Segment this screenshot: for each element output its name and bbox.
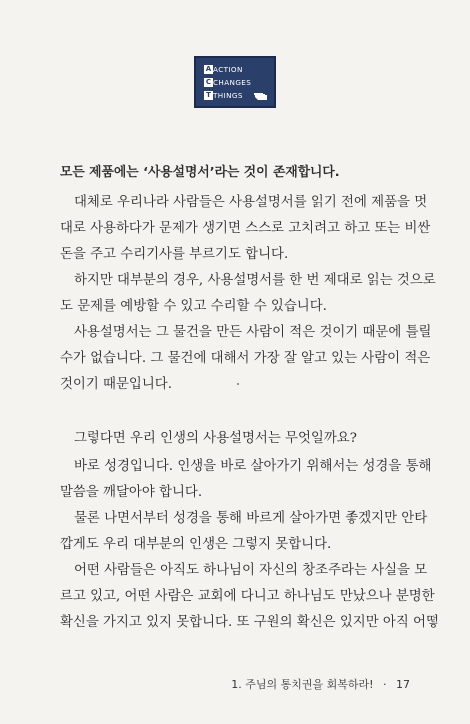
- logo-letter-a: A: [205, 65, 212, 73]
- paragraph-line: 말씀을 깨달아야 합니다.: [60, 485, 203, 500]
- paragraph-line: 것이기 때문입니다.: [60, 377, 172, 392]
- paragraph-line: 도 문제를 예방할 수 있고 수리할 수 있습니다.: [60, 299, 327, 314]
- paragraph-line: 물론 나면서부터 성경을 통해 바르게 살아가면 좋겠지만 안타: [74, 511, 428, 526]
- chapter-title: 1. 주님의 통치권을 회복하라!: [231, 678, 374, 691]
- logo-word-changes: CHANGES: [213, 78, 252, 87]
- paragraph-line: 확신을 가지고 있지 못합니다. 또 구원의 확신은 있지만 아직 어떻: [60, 615, 439, 630]
- logo-letter-c: C: [205, 78, 212, 86]
- action-changes-things-logo: [194, 56, 276, 108]
- paragraph-line: 깝게도 우리 대부분의 인생은 그렇지 못합니다.: [60, 537, 332, 552]
- logo-letter-t: T: [204, 91, 213, 100]
- logo-word-action: ACTION: [213, 65, 243, 74]
- ink-speck: [237, 383, 239, 385]
- page-number: 17: [396, 678, 410, 691]
- paragraph-line: 르고 있고, 어떤 사람은 교회에 다니고 하나님도 만났으나 분명한: [60, 589, 435, 604]
- paragraph-line: 수가 없습니다. 그 물건에 대해서 가장 잘 알고 있는 사람이 적은: [60, 351, 431, 366]
- page-footer: [0, 676, 410, 692]
- logo-row-action: [204, 65, 243, 74]
- footer-separator: ·: [383, 678, 387, 691]
- question-line: 그렇다면 우리 인생의 사용설명서는 무엇일까요?: [74, 431, 357, 446]
- paragraph-line: 사용설명서는 그 물건을 만든 사람이 적은 것이기 때문에 틀릴: [74, 325, 432, 340]
- paragraph-line: 돈을 주고 수리기사를 부르기도 합니다.: [60, 247, 289, 262]
- paragraph-line: 하지만 대부분의 경우, 사용설명서를 한 번 제대로 읽는 것으로: [74, 273, 436, 288]
- paragraph-line: 대로 사용하다가 문제가 생기면 스스로 고치려고 하고 또는 비싼: [60, 221, 431, 236]
- paragraph-line: 대체로 우리나라 사람들은 사용설명서를 읽기 전에 제품을 멋: [74, 195, 428, 210]
- section-heading: 모든 제품에는 ‘사용설명서’라는 것이 존재합니다.: [60, 165, 340, 180]
- logo-row-changes: [204, 78, 251, 87]
- logo-row-things: [204, 91, 243, 100]
- paragraph-line: 바로 성경입니다. 인생을 바로 살아가기 위해서는 성경을 통해: [74, 459, 432, 474]
- paragraph-line: 어떤 사람들은 아직도 하나님이 자신의 창조주라는 사실을 모: [74, 563, 428, 578]
- pointing-hand-icon: [253, 88, 269, 102]
- logo-word-things: THINGS: [213, 91, 243, 100]
